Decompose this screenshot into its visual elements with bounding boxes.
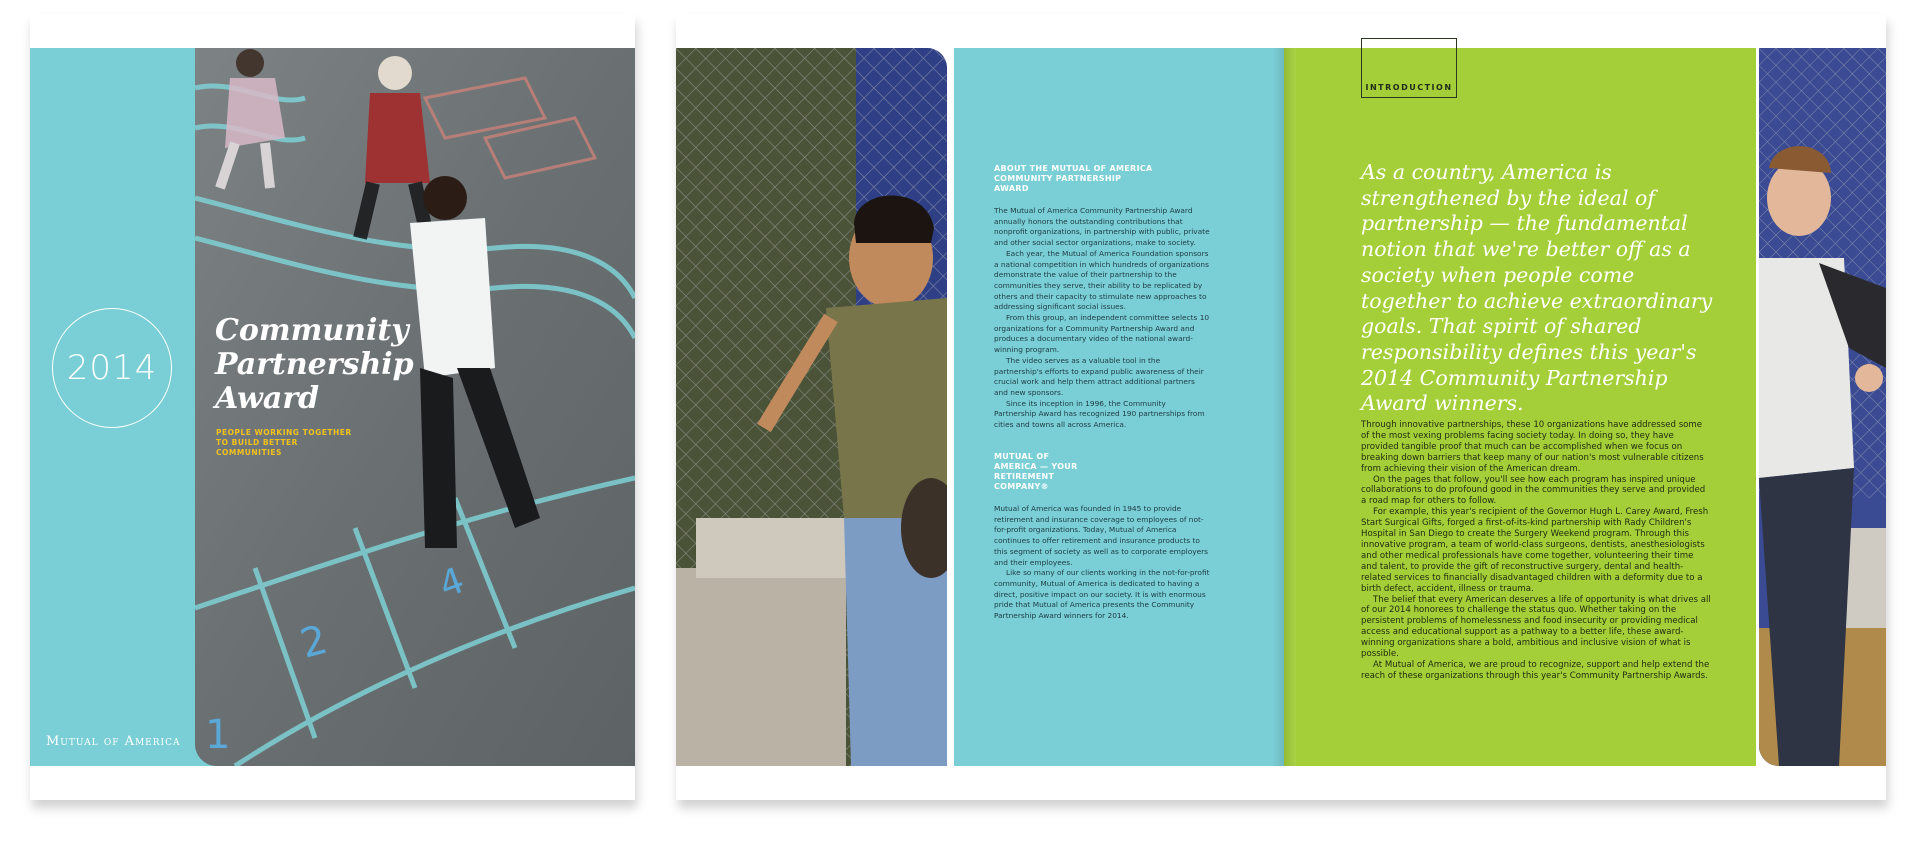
year-circle: 2014: [52, 308, 172, 428]
about-paragraph: Since its inception in 1996, the Community Partnership Award has recognized 190 partnerships from cities and towns all across America.: [994, 398, 1205, 430]
company-column: [994, 452, 1210, 622]
about-column: [994, 164, 1210, 431]
svg-text:4: 4: [434, 560, 470, 607]
about-paragraph: Each year, the Mutual of America Foundation sponsors a national competition in which hundreds of organizations demonstrate the value of their partnership to the communities they serve, their ability to be replicated by others and their capacity to stimulate new approaches to addressing significant social issues.: [994, 248, 1209, 312]
introduction-label: INTRODUCTION: [1361, 38, 1457, 98]
cover-title: [215, 314, 475, 416]
cover-title-line: Partnership: [215, 347, 414, 382]
boy-smiling-chainlink-fence-photo: [676, 48, 947, 766]
intro-paragraph: On the pages that follow, you'll see how each program has inspired unique collaborations to do profound good in the communities they serve and provided a road map for others to follow.: [1361, 474, 1706, 507]
spine-fold: [1272, 48, 1296, 766]
cover-tagline: PEOPLE WORKING TOGETHER TO BUILD BETTER COMMUNITIES: [216, 428, 352, 457]
brochure-cover: [30, 14, 635, 800]
about-paragraph: The video serves as a valuable tool in the partnership's efforts to expand public awareness of their crucial work and help them attract additional partners and new sponsors.: [994, 355, 1204, 397]
cover-title-line: Award: [215, 381, 320, 416]
intro-paragraph: At Mutual of America, we are proud to recognize, support and help extend the reach of these organizations through this year's Community Partnership Awards.: [1361, 659, 1710, 681]
intro-body: [1361, 420, 1711, 682]
intro-paragraph: For example, this year's recipient of the Governor Hugh L. Carey Award, Fresh Start Surgical Gifts, forged a first-of-its-kind partnership with Rady Children's Hospital in San Diego to create the Surgery Weekend program. Through this innovative program, a team of world-class surgeons, dentists, anesthesiologists and other medical professionals have come together, volunteering their time and talent, to provide the gift of reconstructive surgery, dental and health-related services to financially disadvantaged children with a deformity due to a birth defect, accident, illness or trauma.: [1361, 507, 1709, 594]
svg-text:1: 1: [205, 712, 231, 758]
boy-laughing-fence-photo: [1759, 48, 1886, 766]
company-heading: MUTUAL OF AMERICA — YOUR RETIREMENT COMPANY®: [994, 452, 1078, 491]
about-paragraph: The Mutual of America Community Partnership Award annually honors the outstanding contributions that nonprofit organizations, in partnership with public, private and other social sector organizations, make to society.: [994, 206, 1210, 248]
about-heading: ABOUT THE MUTUAL OF AMERICA COMMUNITY PARTNERSHIP AWARD: [994, 164, 1153, 193]
company-paragraph: Mutual of America was founded in 1945 to provide retirement and insurance coverage to employees of not-for-profit organizations. Today, Mutual of America continues to offer retirement and insurance products to this segment of society as well as to corporate employers and their employees.: [994, 504, 1209, 567]
company-paragraph: Like so many of our clients working in the not-for-profit community, Mutual of America is dedicated to having a direct, positive impact on our society. It is with enormous pride that Mutual of America presents the Community Partnership Award winners for 2014.: [994, 568, 1210, 621]
intro-paragraph: The belief that every American deserves a life of opportunity is what drives all of our 2014 honorees to challenge the status quo. Whether taking on the persistent problems of homelessness and food insecurity or providing medical access and educational support as a pathway to a better life, these award-winning organizations share a bold, ambitious and inclusive vision of what is possible.: [1361, 594, 1711, 660]
intro-quote: As a country, America is strengthened by the ideal of partnership — the fundamental notion that we're better off as a society when people come together to achieve extraordinary goals. That spirit of shared responsibility defines this year's 2014 Community Partnership Award winners.: [1361, 160, 1713, 416]
intro-paragraph: Through innovative partnerships, these 10 organizations have addressed some of the most vexing problems facing society today. In doing so, they have provided tangible proof that much can be accomplished when we focus on breaking down barriers that keep many of our nation's most vulnerable citizens from achieving their vision of the American dream.: [1361, 420, 1704, 474]
brochure-spread: [676, 14, 1886, 800]
about-paragraph: From this group, an independent committee selects 10 organizations for a Community Partnership Award and produces a documentary video of the national award-winning program.: [994, 313, 1210, 355]
svg-text:2: 2: [295, 616, 333, 668]
brand-logo: Mutual of America: [46, 734, 181, 749]
cover-title-line: Community: [215, 313, 409, 348]
